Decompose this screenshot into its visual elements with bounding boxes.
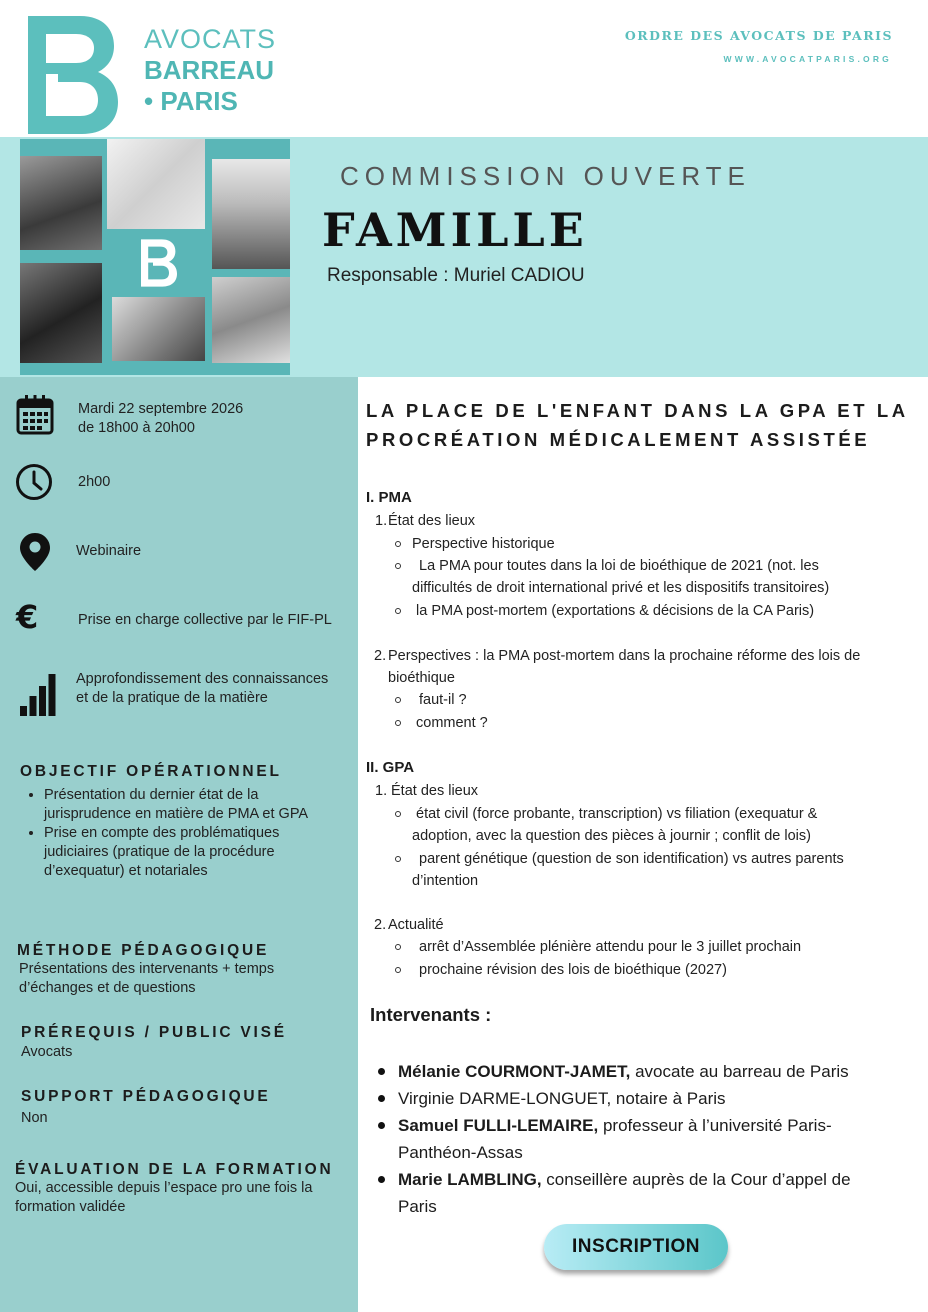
pma-item: faut-il ? [419, 692, 467, 708]
funding-text: Prise en charge collective par le FIF-PL [78, 612, 332, 628]
intervenant-item-continued [398, 1139, 898, 1166]
gpa-point-2-number: 2. [374, 917, 387, 933]
support-text: Non [21, 1110, 48, 1126]
intervenants-heading: Intervenants : [370, 1004, 492, 1025]
pma-item: La PMA pour toutes dans la loi de bioéthique de 2021 (not. les [419, 558, 819, 574]
objectif-heading: OBJECTIF OPÉRATIONNEL [20, 763, 282, 780]
logo-text [144, 26, 276, 119]
banner [0, 137, 928, 377]
bullet-icon [395, 944, 401, 950]
calendar-icon [16, 395, 54, 435]
intervenant-name: Marie LAMBLING, [398, 1170, 542, 1189]
intervenant-item [398, 1112, 898, 1139]
clock-icon [15, 463, 53, 501]
photo-collage [20, 139, 290, 375]
header [0, 0, 928, 137]
family-photo [20, 156, 102, 250]
prerequis-heading: PRÉREQUIS / PUBLIC VISÉ [21, 1024, 287, 1041]
event-time-line2: de 18h00 à 20h00 [78, 420, 195, 436]
responsable-label: Responsable : Muriel CADIOU [327, 265, 585, 286]
intervenant-item [398, 1085, 898, 1112]
main-content [358, 377, 928, 1312]
logo-line-paris: • PARIS [144, 86, 238, 116]
pma-point-1-text: État des lieux [388, 513, 476, 529]
mother-child-photo [212, 277, 290, 363]
location-pin-icon [20, 533, 50, 571]
objectif-item: • Prise en compte des problématiques judiciaires (pratique de la procédure d’exequatur) et notariales [44, 824, 334, 881]
intervenant-role: Virginie DARME-LONGUET, notaire à Paris [398, 1089, 726, 1108]
gpa-point-2-text: Actualité [388, 917, 444, 933]
euro-icon: € [16, 598, 39, 636]
intervenant-role: Paris [398, 1197, 437, 1216]
evaluation-text: Oui, accessible depuis l’espace pro une fois la formation validée [15, 1180, 313, 1215]
intervenant-name: Mélanie COURMONT-JAMET, [398, 1062, 631, 1081]
methode-heading: MÉTHODE PÉDAGOGIQUE [17, 942, 270, 959]
bullet-icon [378, 1068, 385, 1075]
prerequis-text: Avocats [21, 1044, 73, 1060]
bullet-icon [395, 811, 401, 817]
intervenant-item [398, 1166, 898, 1193]
inscription-button[interactable]: INSCRIPTION [544, 1224, 728, 1270]
section-gpa-heading: II. GPA [366, 759, 415, 776]
bullet-icon [395, 967, 401, 973]
intervenant-role: Panthéon-Assas [398, 1143, 523, 1162]
bar-chart-icon [20, 674, 56, 716]
gpa-point-1-number: 1. [375, 783, 388, 799]
barreau-logo-icon [28, 16, 118, 134]
pma-item: comment ? [416, 715, 488, 731]
objectif-list [24, 786, 334, 881]
commission-label: COMMISSION OUVERTE [340, 161, 751, 191]
collage-logo-icon [141, 239, 177, 287]
pma-item: la PMA post-mortem (exportations & décisions de la CA Paris) [416, 603, 815, 619]
gpa-item-continued: d’intention [412, 873, 479, 889]
staircase-photo [112, 297, 205, 361]
pma-item: Perspective historique [412, 536, 555, 552]
bullet-icon [395, 608, 401, 614]
bullet-icon [378, 1122, 385, 1129]
logo-line-avocats: AVOCATS [144, 24, 277, 54]
location-text: Webinaire [76, 543, 142, 559]
bullet-icon [395, 563, 401, 569]
bullet-icon [395, 541, 401, 547]
methode-text: Présentations des intervenants + temps d’échanges et de questions [19, 961, 275, 996]
gpa-item: état civil (force probante, transcription) vs filiation (exequatur & [416, 806, 818, 822]
page-title: FAMILLE [322, 203, 588, 257]
pma-point-2-text-continued: bioéthique [388, 670, 455, 686]
gpa-item: prochaine révision des lois de bioéthique (2027) [419, 962, 727, 978]
website-link[interactable]: WWW.AVOCATPARIS.ORG [723, 54, 892, 64]
duration-text: 2h00 [78, 474, 111, 490]
gpa-item: arrêt d’Assemblée plénière attendu pour le 3 juillet prochain [419, 939, 802, 955]
gpa-item-continued: adoption, avec la question des pièces à journir ; conflit de lois) [412, 828, 811, 844]
intervenant-item [398, 1058, 898, 1085]
intervenant-role: professeur à l’université Paris- [598, 1116, 832, 1135]
intervenant-name: Samuel FULLI-LEMAIRE, [398, 1116, 599, 1135]
logo-line-barreau: BARREAU [144, 55, 274, 85]
pma-point-2-text: Perspectives : la PMA post-mortem dans la prochaine réforme des lois de [388, 648, 861, 664]
skyline-photo [212, 159, 290, 269]
elderly-photo [20, 263, 102, 363]
pma-point-2-number: 2. [374, 648, 387, 664]
bullet-icon [378, 1095, 385, 1102]
evaluation-heading: ÉVALUATION DE LA FORMATION [15, 1161, 334, 1178]
pma-point-1-number: 1. [375, 513, 388, 529]
bullet-icon [395, 856, 401, 862]
gpa-item: parent génétique (question de son identification) vs autres parents [419, 851, 844, 867]
intervenant-role: conseillère auprès de la Cour d’appel de [541, 1170, 851, 1189]
bullet-icon [378, 1176, 385, 1183]
intervenant-role: avocate au barreau de Paris [630, 1062, 849, 1081]
intervenant-item-continued [398, 1193, 898, 1220]
gpa-point-1-text: État des lieux [391, 783, 479, 799]
sidebar [0, 377, 358, 1312]
pma-item-continued: difficultés de droit international privé et les dispositifs transitoires) [412, 580, 830, 596]
bullet-icon [395, 720, 401, 726]
objectif-item: • Présentation du dernier état de la jurisprudence en matière de PMA et GPA [44, 786, 334, 824]
section-pma-heading: I. PMA [366, 489, 412, 506]
course-title: LA PLACE DE L'ENFANT DANS LA GPA ET LA PROCRÉATION MÉDICALEMENT ASSISTÉE [366, 400, 909, 450]
bullet-icon [395, 697, 401, 703]
level-text: Approfondissement des connaissances et de la pratique de la matière [76, 671, 329, 706]
event-date [78, 400, 243, 438]
ordre-label: ORDRE DES AVOCATS DE PARIS [624, 28, 893, 43]
ornament-photo [107, 139, 205, 229]
event-date-line1: Mardi 22 septembre 2026 [78, 401, 244, 417]
support-heading: SUPPORT PÉDAGOGIQUE [21, 1088, 271, 1105]
